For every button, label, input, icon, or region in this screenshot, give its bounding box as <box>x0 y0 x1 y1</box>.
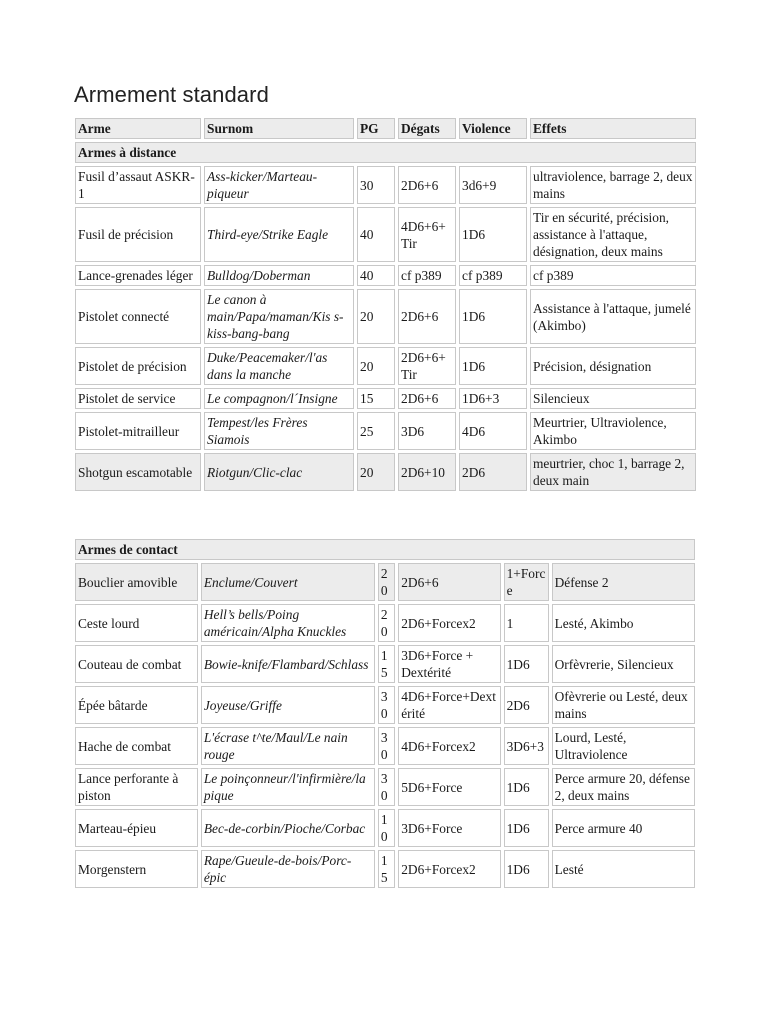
cell-degats: 3D6 <box>398 412 456 450</box>
cell-arme: Pistolet de service <box>75 388 201 409</box>
header-violence: Violence <box>459 118 527 139</box>
cell-surnom: Le compagnon/l´Insigne <box>204 388 354 409</box>
cell-violence: 2D6 <box>459 453 527 491</box>
table-row <box>75 207 696 262</box>
cell-violence: 1D6 <box>504 850 549 888</box>
cell-surnom: Riotgun/Clic-clac <box>204 453 354 491</box>
table-row <box>75 645 695 683</box>
cell-pg: 20 <box>357 347 395 385</box>
cell-surnom: Third-eye/Strike Eagle <box>204 207 354 262</box>
cell-pg: 30 <box>357 166 395 204</box>
cell-degats: 3D6+Force <box>398 809 500 847</box>
cell-effets: Perce armure 20, défense 2, deux mains <box>552 768 695 806</box>
cell-surnom: L'écrase t^te/Maul/Le nain rouge <box>201 727 375 765</box>
cell-effets: Défense 2 <box>552 563 695 601</box>
cell-violence: 4D6 <box>459 412 527 450</box>
table-row <box>75 453 696 491</box>
contact-weapons-table <box>72 536 698 891</box>
cell-arme: Hache de combat <box>75 727 198 765</box>
cell-arme: Bouclier amovible <box>75 563 198 601</box>
cell-surnom: Duke/Peacemaker/l'as dans la manche <box>204 347 354 385</box>
cell-violence: 1 <box>504 604 549 642</box>
cell-degats: 4D6+6+ Tir <box>398 207 456 262</box>
cell-arme: Fusil de précision <box>75 207 201 262</box>
cell-pg: 20 <box>357 289 395 344</box>
cell-surnom: Bulldog/Doberman <box>204 265 354 286</box>
cell-degats: 2D6+6 <box>398 563 500 601</box>
cell-degats: 2D6+10 <box>398 453 456 491</box>
cell-degats: 2D6+6+ Tir <box>398 347 456 385</box>
cell-effets: Lourd, Lesté, Ultraviolence <box>552 727 695 765</box>
section-row-contact <box>75 539 695 560</box>
cell-violence: 1D6 <box>459 347 527 385</box>
cell-effets: ultraviolence, barrage 2, deux mains <box>530 166 696 204</box>
cell-surnom: Joyeuse/Griffe <box>201 686 375 724</box>
header-pg: PG <box>357 118 395 139</box>
cell-pg: 25 <box>357 412 395 450</box>
cell-violence: 1D6 <box>504 645 549 683</box>
cell-pg: 10 <box>378 809 395 847</box>
header-arme: Arme <box>75 118 201 139</box>
table-row <box>75 768 695 806</box>
cell-surnom: Le canon à main/Papa/maman/Kis s-kiss-bang-bang <box>204 289 354 344</box>
table-row <box>75 850 695 888</box>
cell-degats: 4D6+Forcex2 <box>398 727 500 765</box>
cell-surnom: Ass-kicker/Marteau-piqueur <box>204 166 354 204</box>
cell-degats: 4D6+Force+Dextérité <box>398 686 500 724</box>
table-header-row <box>75 118 696 139</box>
cell-surnom: Bowie-knife/Flambard/Schlass <box>201 645 375 683</box>
cell-effets: Perce armure 40 <box>552 809 695 847</box>
cell-pg: 15 <box>378 645 395 683</box>
cell-pg: 20 <box>357 453 395 491</box>
cell-arme: Ceste lourd <box>75 604 198 642</box>
cell-arme: Lance-grenades léger <box>75 265 201 286</box>
cell-violence: 3d6+9 <box>459 166 527 204</box>
cell-arme: Pistolet de précision <box>75 347 201 385</box>
table-row <box>75 388 696 409</box>
cell-effets: Tir en sécurité, précision, assistance à l'attaque, désignation, deux mains <box>530 207 696 262</box>
cell-arme: Lance perforante à piston <box>75 768 198 806</box>
cell-effets: meurtrier, choc 1, barrage 2, deux main <box>530 453 696 491</box>
cell-pg: 15 <box>357 388 395 409</box>
section-label: Armes de contact <box>75 539 695 560</box>
cell-arme: Fusil d’assaut ASKR-1 <box>75 166 201 204</box>
section-row-ranged <box>75 142 696 163</box>
table-row <box>75 686 695 724</box>
cell-pg: 15 <box>378 850 395 888</box>
cell-arme: Morgenstern <box>75 850 198 888</box>
cell-degats: 2D6+6 <box>398 166 456 204</box>
header-degats: Dégats <box>398 118 456 139</box>
cell-effets: Assistance à l'attaque, jumelé (Akimbo) <box>530 289 696 344</box>
cell-arme: Épée bâtarde <box>75 686 198 724</box>
cell-degats: 2D6+Forcex2 <box>398 604 500 642</box>
cell-degats: 5D6+Force <box>398 768 500 806</box>
cell-arme: Shotgun escamotable <box>75 453 201 491</box>
table-row <box>75 412 696 450</box>
cell-effets: Lesté <box>552 850 695 888</box>
cell-violence: cf p389 <box>459 265 527 286</box>
cell-violence: 1D6 <box>459 207 527 262</box>
page-title: Armement standard <box>74 82 269 107</box>
cell-degats: 2D6+6 <box>398 388 456 409</box>
cell-arme: Pistolet connecté <box>75 289 201 344</box>
cell-violence: 2D6 <box>504 686 549 724</box>
table-row <box>75 727 695 765</box>
cell-violence: 3D6+3 <box>504 727 549 765</box>
table-row <box>75 265 696 286</box>
cell-degats: cf p389 <box>398 265 456 286</box>
cell-effets: Ofèvrerie ou Lesté, deux mains <box>552 686 695 724</box>
cell-pg: 40 <box>357 207 395 262</box>
cell-violence: 1D6 <box>504 768 549 806</box>
cell-degats: 3D6+Force + Dextérité <box>398 645 500 683</box>
cell-surnom: Bec-de-corbin/Pioche/Corbac <box>201 809 375 847</box>
cell-surnom: Hell’s bells/Poing américain/Alpha Knuckles <box>201 604 375 642</box>
cell-arme: Marteau-épieu <box>75 809 198 847</box>
cell-violence: 1D6 <box>504 809 549 847</box>
header-effets: Effets <box>530 118 696 139</box>
cell-surnom: Le poinçonneur/l'infirmière/la pique <box>201 768 375 806</box>
cell-effets: Orfèvrerie, Silencieux <box>552 645 695 683</box>
table-row <box>75 347 696 385</box>
cell-effets: Lesté, Akimbo <box>552 604 695 642</box>
cell-violence: 1D6+3 <box>459 388 527 409</box>
section-label: Armes à distance <box>75 142 696 163</box>
cell-violence: 1D6 <box>459 289 527 344</box>
cell-surnom: Rape/Gueule-de-bois/Porc-épic <box>201 850 375 888</box>
table-row <box>75 166 696 204</box>
header-surnom: Surnom <box>204 118 354 139</box>
ranged-weapons-table <box>72 115 699 494</box>
cell-effets: Meurtrier, Ultraviolence, Akimbo <box>530 412 696 450</box>
cell-pg: 30 <box>378 768 395 806</box>
cell-pg: 40 <box>357 265 395 286</box>
cell-degats: 2D6+Forcex2 <box>398 850 500 888</box>
cell-effets: cf p389 <box>530 265 696 286</box>
table-row <box>75 289 696 344</box>
cell-pg: 20 <box>378 563 395 601</box>
cell-pg: 30 <box>378 686 395 724</box>
cell-arme: Couteau de combat <box>75 645 198 683</box>
cell-effets: Silencieux <box>530 388 696 409</box>
table-row <box>75 604 695 642</box>
table-row <box>75 563 695 601</box>
cell-violence: 1+Force <box>504 563 549 601</box>
cell-degats: 2D6+6 <box>398 289 456 344</box>
table-row <box>75 809 695 847</box>
cell-surnom: Enclume/Couvert <box>201 563 375 601</box>
cell-effets: Précision, désignation <box>530 347 696 385</box>
cell-pg: 30 <box>378 727 395 765</box>
cell-pg: 20 <box>378 604 395 642</box>
cell-surnom: Tempest/les Frères Siamois <box>204 412 354 450</box>
cell-arme: Pistolet-mitrailleur <box>75 412 201 450</box>
